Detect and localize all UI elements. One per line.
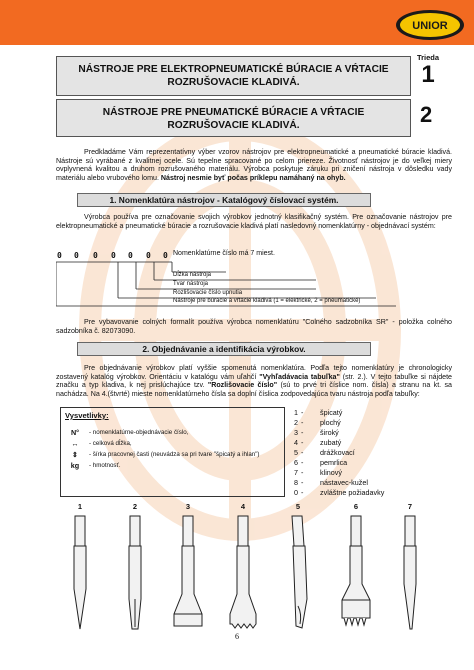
tool-bush-hammer [336,502,376,637]
nomenclature-note: Nomenklatúrne číslo má 7 miest. [173,250,275,257]
title-box-2 [56,99,411,137]
s2-text-c: (str. 2.). V tejto tabuľke si nájdete značku a typ kladiva, k nej prislúchajúce tzv. [56,372,453,390]
title-box-1 [56,56,411,96]
label-length: Dĺžka nástroja [173,272,212,278]
title-2-number: 2 [420,102,433,127]
tool-flat [115,502,155,637]
s2-bold-number: "Rozlišovacie číslo" [207,381,278,390]
tool-grooving [278,502,318,637]
digit: 0 [146,251,151,260]
title-2-line1: NÁSTROJE PRE PNEUMATICKÉ BÚRACIE A VŔTACIE [102,107,365,118]
tool-number: 3 [185,502,191,511]
tool-wide [168,502,208,637]
digit: 0 [163,251,168,260]
title-1-line2: ROZRUŠOVACIE KLADIVÁ. [167,77,300,88]
trieda-label: Trieda [416,53,440,62]
digit: 0 [111,251,116,260]
unior-logo [394,8,466,42]
legend-text: - celková dĺžka, [89,440,132,447]
digit: 0 [74,251,79,260]
wide-chisel-icon [168,514,208,634]
legend-symbol: kg [70,461,80,470]
tool-number: 1 [77,502,83,511]
wedge-chisel-icon [390,514,430,634]
customs-paragraph: Pre vybavovanie colných formalít používa výrobca nomenklatúru "Colného sadzobníka SR" - položka colného sadzobníka č. 82073090. [56,318,452,335]
label-shank: Rozlišovacie číslo upnutia [173,290,243,296]
label-shape: Tvar nástroja [173,281,209,287]
s2-text-e: (sú to prvé tri číslice nom. čísla) a stranu na kt. sa nachádza. Na 4.(štvrté) mieste nomenklatúrneho čísla sa doplní číslica zodpovedajúca tvaru nástroja podľa tabuľky: [56,381,452,399]
digit: 0 [93,251,98,260]
legend-symbol: ↔ [71,439,79,448]
tool-number: 4 [240,502,246,511]
legend-title: Vysvetlivky: [65,411,109,420]
s2-text-a: Pre objednávanie výrobkov platí vyššie spomenutá nomenklatúra. Podľa tejto nomenklatúry je chronologicky zostavený katalóg výrobkov. Orientáciu v katalógu vám uľahčí [56,364,452,381]
title-2-line2: ROZRUŠOVACIE KLADIVÁ. [167,120,300,131]
legend-symbol: N° [70,428,80,437]
digit: 0 [128,251,133,260]
intro-bold: Nástroj nesmie byť počas príklepu namáhaný na ohyb. [160,174,346,183]
tool-number: 2 [132,502,138,511]
intro-paragraph [56,148,452,183]
tool-number: 6 [353,502,359,511]
bush-hammer-icon [336,514,376,634]
section-1-paragraph: Výrobca používa pre označovanie svojich výrobkov jednotný klasifikačný systém. Pre označovanie nástrojov pre elektropneumatické a pneumatické búracie a rozrušovacie kladivá platí nasledovný nomenklatúrny - objednávací systém: [56,213,452,230]
pointed-chisel-icon [60,514,100,634]
grooving-chisel-icon [278,514,318,634]
legend-text: - hmotnosť. [89,462,121,469]
s2-bold-table: "Vyhľadávacia tabuľka" [259,372,340,381]
logo-text: UNIOR [412,20,448,32]
legend-box [60,407,285,497]
legend-text: - šírka pracovnej časti (neuvádza sa pri tvare "špicatý a ihlan") [89,451,260,458]
legend-symbol: ⇕ [71,450,79,459]
section-1-heading: 1. Nomenklatúra nástrojov - Katalógový číslovací systém. [77,193,371,207]
tool-toothed [223,502,263,637]
trieda-number: 1 [421,61,435,88]
toothed-chisel-icon [223,514,263,634]
tool-pointed [60,502,100,637]
digit: 0 [57,251,62,260]
title-1-line1: NÁSTROJE PRE ELEKTROPNEUMATICKÉ BÚRACIE A VŔTACIE [78,64,389,75]
legend-text: - nomenklatúrne-objednávacie číslo, [89,429,189,436]
label-hammer-type: Nástroje pre búracie a vŕtacie kladivá (1 = elektrické, 2 = pneumatické) [173,298,361,304]
flat-chisel-icon [115,514,155,634]
intro-text: Predkladáme Vám reprezentatívny výber vzorov nástrojov pre elektropneumatické a pneumatické búracie kladivá. Nástroje sú vyrábané z kvalitnej ocele. Sú tepelne spracované po celom priereze. Životnosť nástrojov je do veľkej miery ovplyvnená kvalitou a druhom rozrušovaného materiálu. Výrobca poskytuje záruku pri zničení nástroja v dôsledku vady materiálu alebo vrubového lomu. [56,148,452,183]
tool-wedge [390,502,430,637]
tool-number: 7 [407,502,413,511]
header-bar [0,0,474,45]
section-2-heading: 2. Objednávanie a identifikácia výrobkov. [77,342,371,356]
trieda-box [411,53,445,88]
tool-illustrations [60,502,420,637]
page-number: 6 [235,632,239,641]
section-2-paragraph [56,364,452,399]
tool-number: 5 [295,502,301,511]
